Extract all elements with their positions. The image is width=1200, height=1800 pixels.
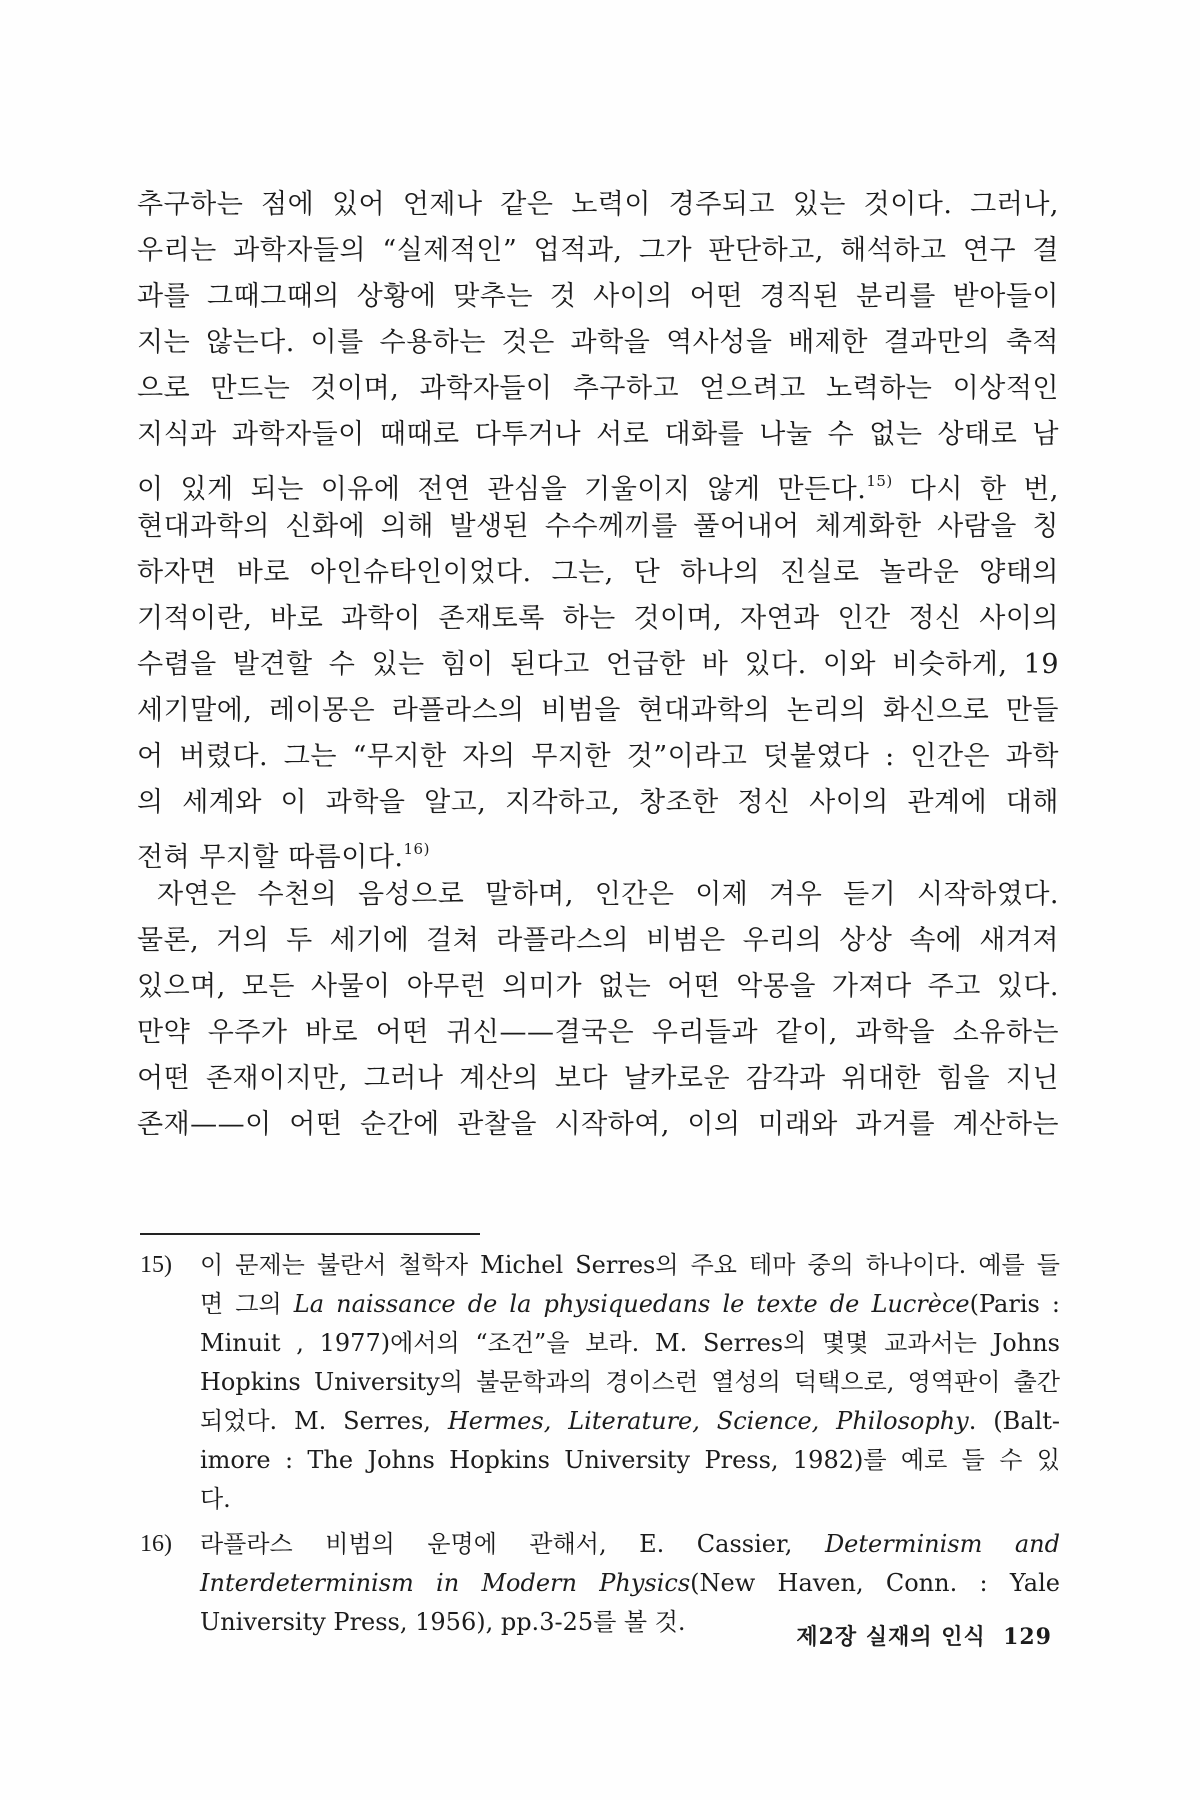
body-line-text: 이 있게 되는 이유에 전연 관심을 기울이지 않게 만든다. [137,474,867,505]
body-line-text: 전혀 무지할 따름이다. [137,842,404,873]
footnote-line: University Press, 1956), pp.3-25를 볼 것. [200,1608,686,1636]
body-line: 현대과학의 신화에 의해 발생된 수수께끼를 풀어내어 체계화한 사람을 칭 [137,511,1059,542]
book-title: Determinism and [824,1530,1060,1558]
footnote-divider [140,1233,480,1235]
footnote-15 [140,1246,1060,1519]
body-line-with-ref [137,458,1059,504]
body-line: 어떤 존재이지만, 그러나 계산의 보다 날카로운 감각과 위대한 힘을 지닌 [137,1063,1059,1094]
body-line: 지는 않는다. 이를 수용하는 것은 과학을 역사성을 배제한 결과만의 축적 [137,327,1059,358]
book-title: Interdeterminism in Modern Physics [200,1569,691,1597]
paragraph-start-line: 자연은 수천의 음성으로 말하며, 인간은 이제 겨우 듣기 시작하였다. [157,879,1059,910]
chapter-title: 제2장 실재의 인식 [796,1624,986,1650]
body-line-with-ref [137,826,1059,872]
footnote-line [200,1525,1060,1564]
body-line: 물론, 거의 두 세기에 걸쳐 라플라스의 비범은 우리의 상상 속에 새겨져 [137,925,1059,956]
body-line: 지식과 과학자들이 때때로 다투거나 서로 대화를 나눌 수 없는 상태로 남 [137,419,1059,450]
footnote-number: 16) [140,1531,172,1557]
footnote-line [200,1402,1060,1441]
book-title: La naissance de la physiquedans le texte de Lucrèce [293,1290,970,1318]
body-line: 으로 만드는 것이며, 과학자들이 추구하고 얻으려고 노력하는 이상적인 [137,373,1059,404]
footnote-line [200,1564,1060,1603]
footnote-ref-16: 16) [403,840,430,858]
body-text [137,182,1059,1148]
footnote-line: Hopkins University의 불문학과의 경이스런 열성의 덕택으로, 영역판이 출간 [200,1368,1060,1396]
body-line: 기적이란, 바로 과학이 존재토록 하는 것이며, 자연과 인간 정신 사이의 [137,603,1059,634]
footnote-text: . (Balt- [968,1407,1061,1435]
footnote-line [200,1285,1060,1324]
footnote-text: 되었다. M. Serres, [200,1407,448,1435]
body-line: 있으며, 모든 사물이 아무런 의미가 없는 어떤 악몽을 가져다 주고 있다. [137,971,1059,1002]
footnote-body [200,1246,1060,1519]
body-line: 만약 우주가 바로 어떤 귀신——결국은 우리들과 같이, 과학을 소유하는 [137,1017,1059,1048]
body-line: 존재——이 어떤 순간에 관찰을 시작하여, 이의 미래와 과거를 계산하는 [137,1109,1059,1140]
footnotes [140,1246,1060,1642]
body-line: 어 버렸다. 그는 “무지한 자의 무지한 것”이라고 덧붙였다 : 인간은 과학 [137,741,1059,772]
body-line: 세기말에, 레이몽은 라플라스의 비범을 현대과학의 논리의 화신으로 만들 [137,695,1059,726]
body-line: 과를 그때그때의 상황에 맞추는 것 사이의 어떤 경직된 분리를 받아들이 [137,281,1059,312]
body-line: 의 세계와 이 과학을 알고, 지각하고, 창조한 정신 사이의 관계에 대해 [137,787,1059,818]
footnote-line: 이 문제는 불란서 철학자 Michel Serres의 주요 테마 중의 하나이다. 예를 들 [200,1251,1060,1279]
footnote-text: 라플라스 비범의 운명에 관해서, E. Cassier, [200,1530,825,1558]
footnote-ref-15: 15) [866,472,893,490]
page-footer [796,1620,1052,1651]
body-line: 우리는 과학자들의 “실제적인” 업적과, 그가 판단하고, 해석하고 연구 결 [137,235,1059,266]
book-title: Hermes, Literature, Science, Philosophy [447,1407,969,1435]
footnote-line: imore : The Johns Hopkins University Press, 1982)를 예로 들 수 있 [200,1446,1060,1474]
body-line-tail: 다시 한 번, [909,474,1060,505]
footnote-line: 다. [200,1485,231,1513]
footnote-line: Minuit , 1977)에서의 “조건”을 보라. M. Serres의 몇몇 교과서는 Johns [200,1329,1060,1357]
page-number: 129 [1003,1624,1052,1650]
body-line: 수렴을 발견할 수 있는 힘이 된다고 언급한 바 있다. 이와 비슷하게, 19 [137,649,1059,680]
body-line: 하자면 바로 아인슈타인이었다. 그는, 단 하나의 진실로 놀라운 양태의 [137,557,1059,588]
footnote-text: (Paris : [969,1290,1061,1318]
footnote-number: 15) [140,1252,172,1278]
footnote-text: (New Haven, Conn. : Yale [690,1569,1060,1597]
footnote-text: 면 그의 [200,1290,294,1318]
body-line: 추구하는 점에 있어 언제나 같은 노력이 경주되고 있는 것이다. 그러나, [137,189,1059,220]
